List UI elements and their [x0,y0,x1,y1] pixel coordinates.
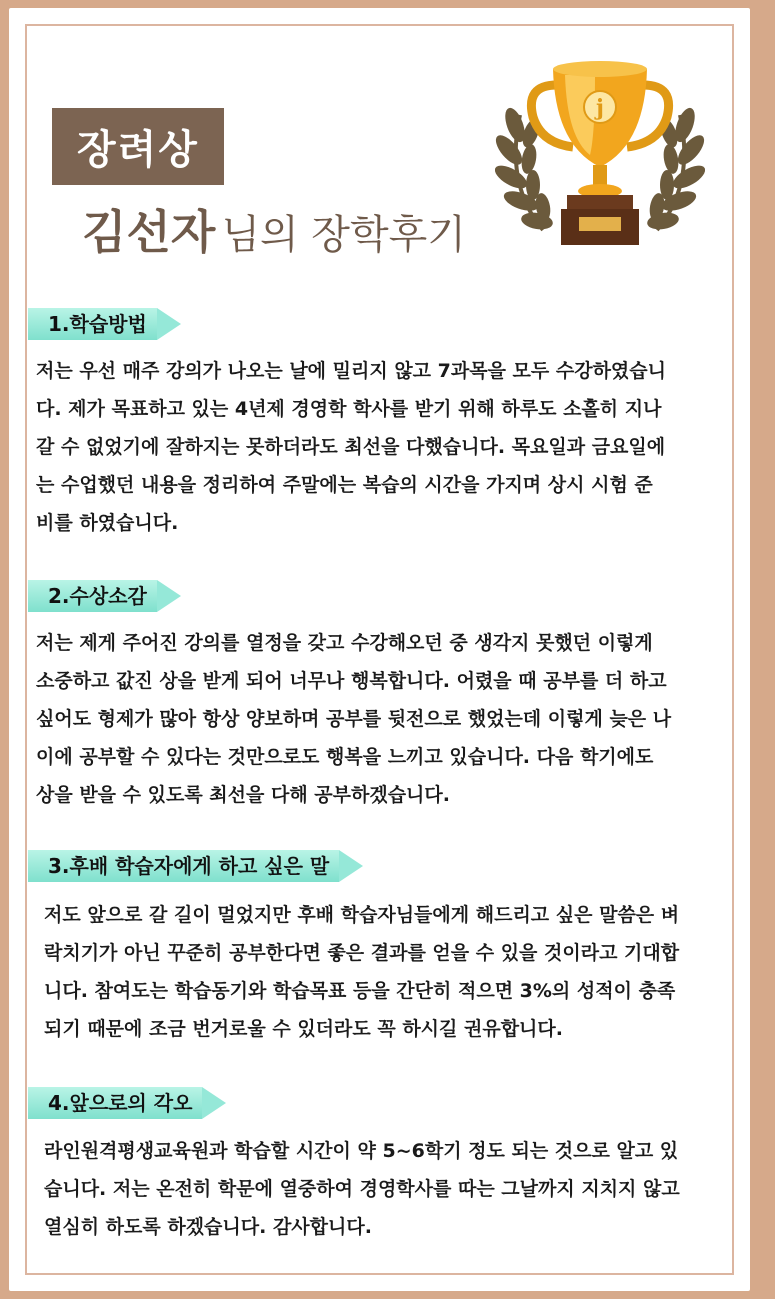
award-badge: 장려상 [52,108,224,185]
section-text-advice: 저도 앞으로 갈 길이 멀었지만 후배 학습자님들에게 해드리고 싶은 말씀은 벼 락치기가 아닌 꾸준히 공부한다면 좋은 결과를 얻을 수 있을 것이라고 기대합 니다. 참여도는 학습동기와 학습목표 등을 간단히 적으면 3%의 성적이 충족 되기 때문에 조금 번거로울 수 있더라도 꼭 하시길 권유합니다. [44,904,680,1040]
section-label-resolution: 4.앞으로의 각오 [28,1087,226,1119]
trophy-letter: j [596,95,604,121]
section-text-study-method: 저는 우선 매주 강의가 나오는 날에 밀리지 않고 7과목을 모두 수강하였습니 다. 제가 목표하고 있는 4년제 경영학 학사를 받기 위해 하루도 소홀히 지나 갈 수 없었기에 잘하지는 못하더라도 최선을 다했습니다. 목요일과 금요일에 는 수업했던 내용을 정리하여 주말에는 복습의 시간을 가지며 상시 시험 준 비를 하였습니다. [36,360,666,534]
winner-name: 김선자 [82,205,216,259]
laurel-left-icon [495,105,554,231]
chevron-right-icon [339,850,363,882]
chevron-right-icon [202,1087,226,1119]
page-title [82,196,466,262]
section-label-advice: 3.후배 학습자에게 하고 싶은 말 [28,850,363,882]
section-text-resolution: 라인원격평생교육원과 학습할 시간이 약 5~6학기 정도 되는 것으로 알고 있 습니다. 저는 온전히 학문에 열중하여 경영학사를 따는 그날까지 지치지 않고 열심히 하도록 하겠습니다. 감사합니다. [44,1140,680,1238]
section-label-award-thoughts: 2.수상소감 [28,580,181,612]
chevron-right-icon [157,308,181,340]
laurel-right-icon [646,105,705,231]
section-label-study-method: 1.학습방법 [28,308,181,340]
title-suffix: 님의 장학후기 [221,212,466,258]
trophy-icon [495,55,705,255]
section-text-award-thoughts: 저는 제게 주어진 강의를 열정을 갖고 수강해오던 중 생각지 못했던 이렇게 소중하고 값진 상을 받게 되어 너무나 행복합니다. 어렸을 때 공부를 더 하고 싶어도 형제가 많아 항상 양보하며 공부를 뒷전으로 했었는데 이렇게 늦은 나 이에 공부할 수 있다는 것만으로도 행복을 느끼고 있습니다. 다음 학기에도 상을 받을 수 있도록 최선을 다해 공부하겠습니다. [36,632,672,806]
chevron-right-icon [157,580,181,612]
